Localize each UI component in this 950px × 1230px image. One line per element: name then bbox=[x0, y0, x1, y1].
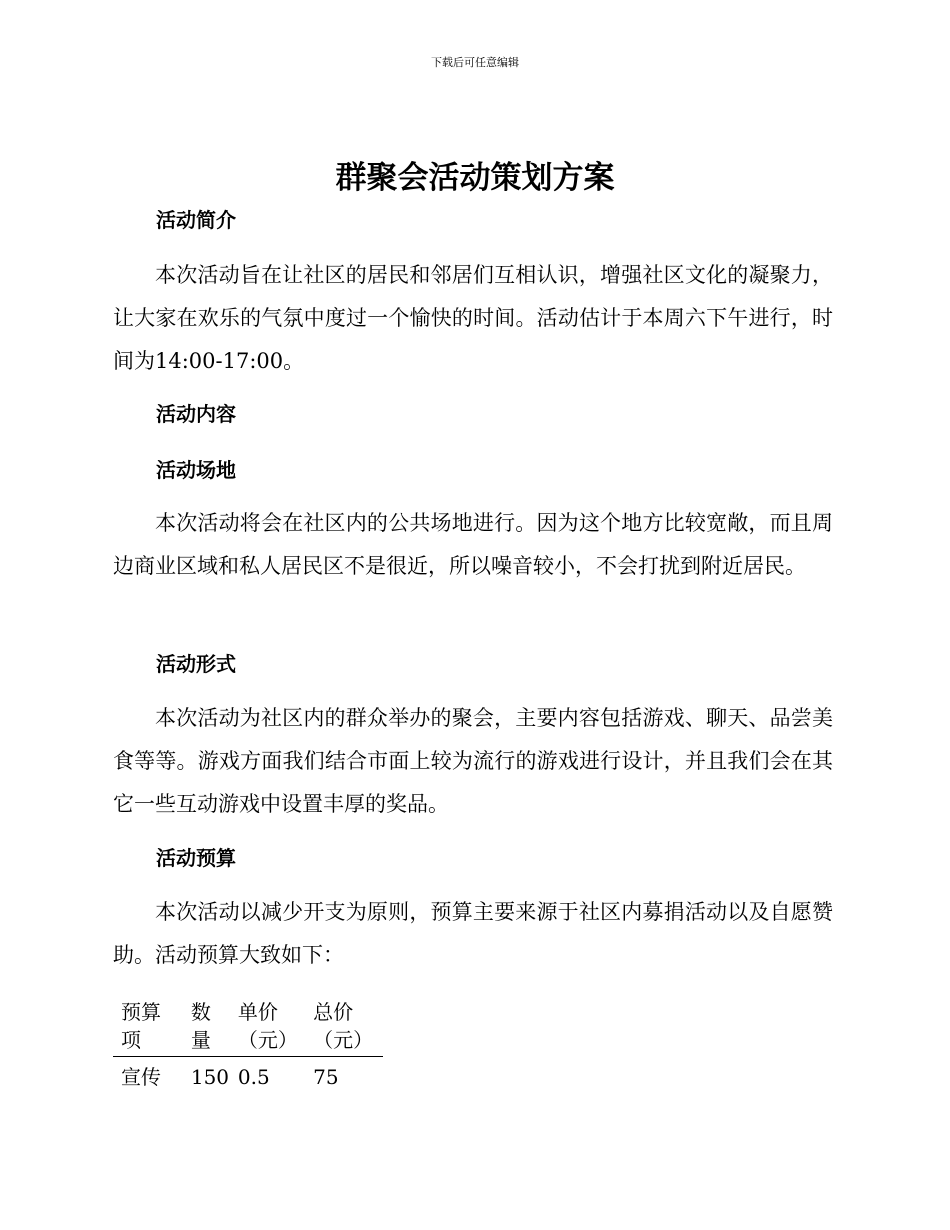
budget-cell-total-price: 75 bbox=[313, 1065, 339, 1089]
heading-activity-budget: 活动预算 bbox=[156, 846, 236, 870]
paragraph-activity-budget: 本次活动以减少开支为原则，预算主要来源于社区内募捐活动以及自愿赞助。活动预算大致如下： bbox=[113, 900, 833, 967]
budget-table-header-row bbox=[113, 998, 383, 1057]
budget-cell-quantity: 150 bbox=[190, 1065, 230, 1089]
budget-table bbox=[113, 998, 383, 1091]
budget-header-total-price: 总价（元） bbox=[313, 998, 383, 1057]
budget-header-quantity: 数量 bbox=[191, 998, 238, 1057]
table-row bbox=[113, 1057, 383, 1092]
paragraph-activity-intro: 本次活动旨在让社区的居民和邻居们互相认识，增强社区文化的凝聚力，让大家在欢乐的气氛中度过一个愉快的时间。活动估计于本周六下午进行，时间为14:00-17:00。 bbox=[113, 263, 833, 373]
heading-activity-intro: 活动简介 bbox=[156, 208, 236, 232]
heading-activity-format: 活动形式 bbox=[156, 652, 236, 676]
page-header-note: 下载后可任意编辑 bbox=[431, 56, 519, 69]
paragraph-activity-format: 本次活动为社区内的群众举办的聚会，主要内容包括游戏、聊天、品尝美食等等。游戏方面我们结合市面上较为流行的游戏进行设计，并且我们会在其它一些互动游戏中设置丰厚的奖品。 bbox=[113, 706, 833, 816]
budget-cell-unit-price: 0.5 bbox=[237, 1065, 270, 1089]
budget-header-unit-price: 单价（元） bbox=[238, 998, 313, 1057]
heading-activity-content: 活动内容 bbox=[156, 402, 236, 426]
heading-activity-venue: 活动场地 bbox=[156, 458, 236, 482]
document-title: 群聚会活动策划方案 bbox=[335, 160, 615, 196]
paragraph-activity-venue: 本次活动将会在社区内的公共场地进行。因为这个地方比较宽敞，而且周边商业区域和私人居民区不是很近，所以噪音较小，不会打扰到附近居民。 bbox=[113, 511, 833, 578]
budget-cell-item: 宣传 bbox=[121, 1065, 161, 1089]
budget-header-item: 预算项 bbox=[113, 998, 191, 1057]
